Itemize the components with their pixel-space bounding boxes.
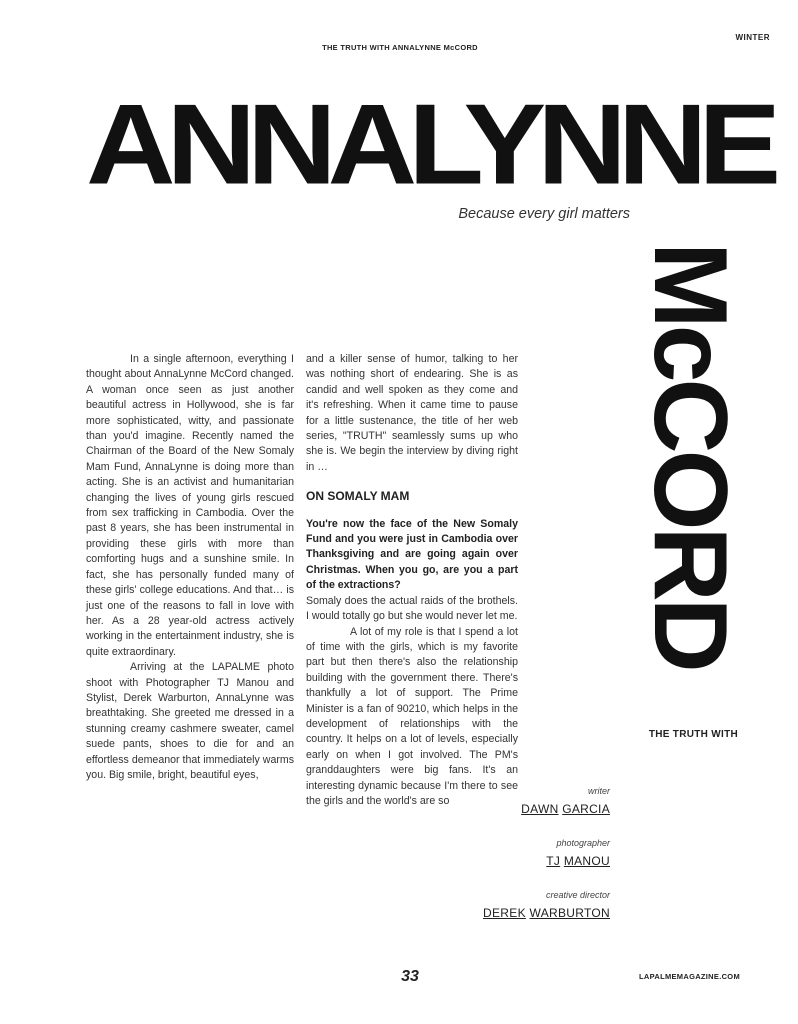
credit-role: photographer (556, 838, 610, 848)
credit-first-name: DAWN (521, 802, 559, 816)
article-column-2 (306, 352, 518, 809)
credit-last-name: MANOU (563, 854, 610, 868)
interview-answer: Somaly does the actual raids of the brothels. I would totally go but she would never let me. (306, 594, 518, 623)
credit-name (440, 854, 610, 868)
section-heading: ON SOMALY MAM (306, 489, 410, 504)
season-label: WINTER (735, 33, 770, 42)
interview-answer: A lot of my role is that I spend a lot of time with the girls, which is my favorite part but then there's also the relationship building with the government there. There's thankfully a lot of support. The Prime Minister is a fan of 90210, which helps in the development of relationships with the country. It helps on a lot of levels, especially early on when I got involved. The PM's granddaughters were big fans. It's an interesting dynamic because I'm there to see the girls and the world's are so (306, 625, 518, 807)
headline-first-name: ANNALYNNE (86, 81, 773, 209)
paragraph: Arriving at the LAPALME photo shoot with Photographer TJ Manou and Stylist, Derek Warburton, AnnaLynne was breathtaking. She greeted me dressed in a stunning creamy cashmere sweater, camel suede pants, shoes to die for and an effortless demeanor that immediately warms you. Big smile, bright, beautiful eyes, (86, 661, 294, 781)
credit-first-name: TJ (546, 854, 561, 868)
interview-question: You're now the face of the New Somaly Fund and you were just in Cambodia over Thanksgiving and are going again over Christmas. When you go, are you a part of the extractions? (306, 517, 518, 592)
credit-first-name: DEREK (483, 906, 526, 920)
credit-name (440, 906, 610, 920)
vertical-label: THE TRUTH WITH (648, 729, 738, 740)
tagline: Because every girl matters (458, 206, 630, 222)
vertical-name-block (630, 200, 750, 710)
credits-block (440, 786, 610, 920)
paragraph: and a killer sense of humor, talking to her was nothing short of endearing. She is as candid and well spoken as they come and it's refreshing. When it came time to pause for a little sustenance, the title of her web series, "TRUTH" seamlessly sums up who she is. We begin the interview by diving right in … (306, 353, 518, 473)
credit-last-name: WARBURTON (529, 906, 610, 920)
article-column-1 (86, 352, 294, 783)
headline-last-name: McCORD (632, 241, 748, 669)
credit-last-name: GARCIA (562, 802, 610, 816)
credit-role: creative director (545, 890, 610, 900)
running-head: THE TRUTH WITH ANNALYNNE McCORD (322, 43, 478, 52)
credit-name (440, 802, 610, 816)
magazine-url: LAPALMEMAGAZINE.COM (639, 972, 740, 981)
page-number: 33 (401, 968, 419, 985)
paragraph: In a single afternoon, everything I thought about AnnaLynne McCord changed. A woman once seen as just another beautiful actress in Hollywood, she is far more sophisticated, witty, and passionate than you'd imagine. Recently named the Chairman of the Board of the New Somaly Mam Fund, AnnaLynne is doing more than acting. She is an activist and humanitarian changing the lives of young girls rescued from sex trafficking in Cambodia. Over the past 8 years, she has been instrumental in providing these girls with more than comforting hugs and a sunshine smile. In fact, she has personally funded many of these girls' college educations. And that… is just one of the reasons to fall in love with her. As a 28 year-old actress actively working in the entertainment industry, she is quite extraordinary. (86, 353, 294, 658)
credit-role: writer (588, 786, 610, 796)
